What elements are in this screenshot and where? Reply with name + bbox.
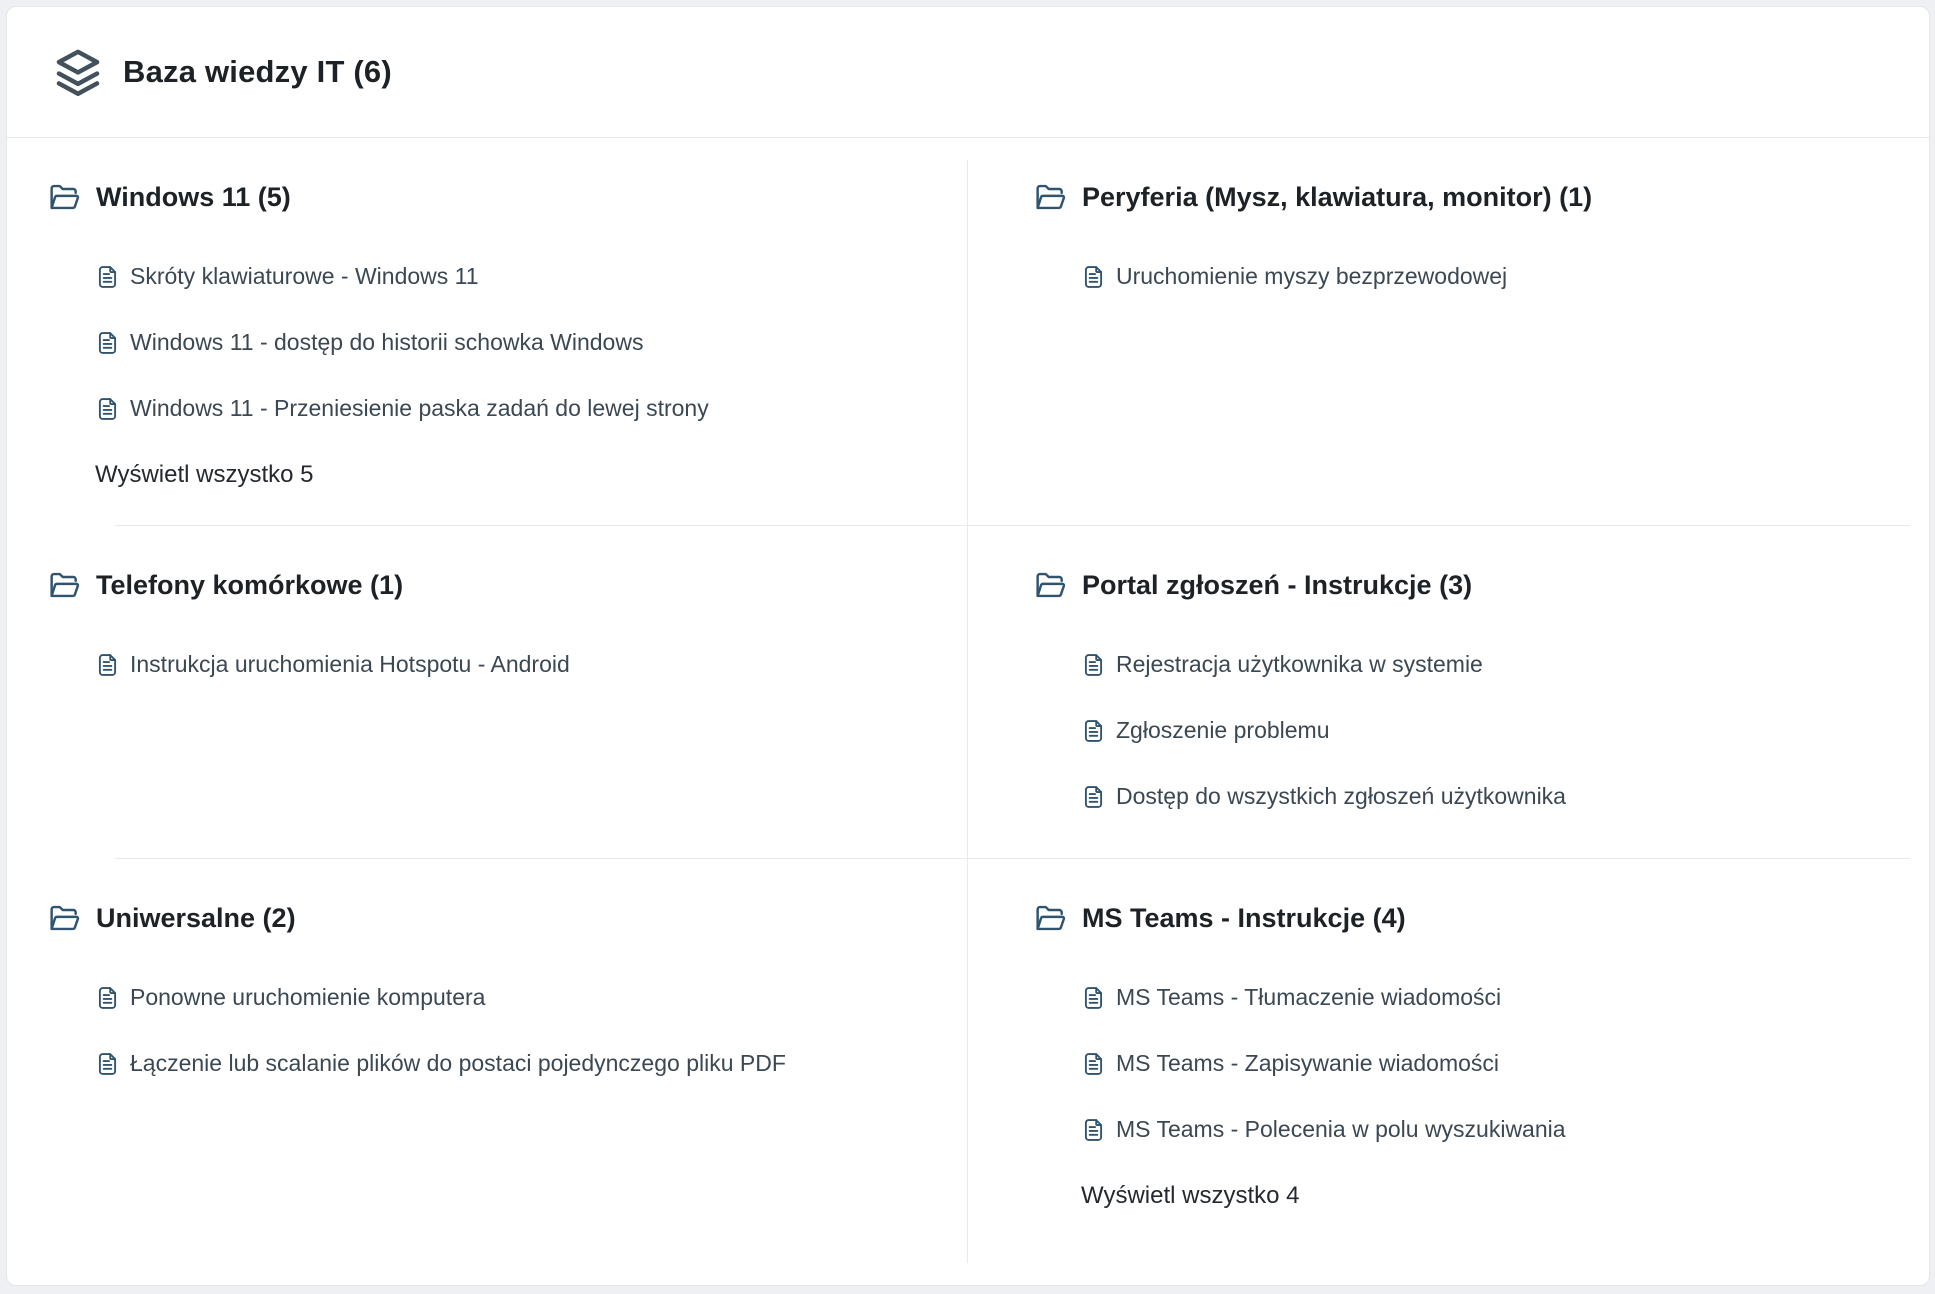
document-icon bbox=[95, 651, 120, 679]
folder-open-icon bbox=[1035, 905, 1066, 932]
document-icon bbox=[1081, 717, 1106, 745]
category-section-windows-11 bbox=[7, 138, 968, 526]
article-title: Skróty klawiaturowe - Windows 11 bbox=[130, 263, 479, 289]
category-title: Uniwersalne (2) bbox=[96, 903, 296, 933]
article-title: Windows 11 - Przeniesienie paska zadań do lewej strony bbox=[130, 395, 709, 421]
article-link[interactable] bbox=[1081, 782, 1909, 811]
category-title: MS Teams - Instrukcje (4) bbox=[1082, 903, 1406, 933]
article-title: Uruchomienie myszy bezprzewodowej bbox=[1116, 263, 1508, 289]
category-link-telefony[interactable] bbox=[49, 568, 948, 602]
article-list bbox=[49, 983, 948, 1078]
article-list bbox=[1035, 262, 1909, 291]
article-list bbox=[1035, 983, 1909, 1144]
document-icon bbox=[1081, 783, 1106, 811]
document-icon bbox=[95, 984, 120, 1012]
layers-icon bbox=[51, 44, 105, 100]
article-title: MS Teams - Zapisywanie wiadomości bbox=[1116, 1050, 1500, 1076]
category-grid bbox=[7, 138, 1929, 1285]
category-title: Windows 11 (5) bbox=[96, 182, 291, 212]
article-link[interactable] bbox=[95, 1049, 948, 1078]
article-link[interactable] bbox=[95, 262, 948, 291]
category-link-peryferia[interactable] bbox=[1035, 180, 1909, 214]
folder-open-icon bbox=[49, 572, 80, 599]
show-all-link[interactable]: Wyświetl wszystko 4 bbox=[1081, 1182, 1300, 1209]
show-all-link[interactable]: Wyświetl wszystko 5 bbox=[95, 461, 314, 488]
article-title: Łączenie lub scalanie plików do postaci pojedynczego pliku PDF bbox=[130, 1050, 786, 1076]
category-title: Peryferia (Mysz, klawiatura, monitor) (1) bbox=[1082, 182, 1593, 212]
folder-open-icon bbox=[49, 184, 80, 211]
article-title: MS Teams - Polecenia w polu wyszukiwania bbox=[1116, 1116, 1566, 1142]
article-title: Dostęp do wszystkich zgłoszeń użytkownika bbox=[1116, 783, 1566, 809]
article-title: MS Teams - Tłumaczenie wiadomości bbox=[1116, 984, 1502, 1010]
document-icon bbox=[1081, 651, 1106, 679]
article-link[interactable] bbox=[1081, 716, 1909, 745]
document-icon bbox=[95, 395, 120, 423]
row-divider-1 bbox=[115, 525, 1910, 526]
article-title: Instrukcja uruchomienia Hotspotu - Android bbox=[130, 651, 570, 677]
category-title: Telefony komórkowe (1) bbox=[96, 570, 404, 600]
document-icon bbox=[1081, 263, 1106, 291]
folder-open-icon bbox=[49, 905, 80, 932]
category-link-portal-zgloszen[interactable] bbox=[1035, 568, 1909, 602]
article-list bbox=[49, 262, 948, 423]
article-link[interactable] bbox=[1081, 1115, 1909, 1144]
category-link-ms-teams[interactable] bbox=[1035, 901, 1909, 935]
article-link[interactable] bbox=[95, 650, 948, 679]
folder-open-icon bbox=[1035, 572, 1066, 599]
page-title: Baza wiedzy IT (6) bbox=[123, 54, 392, 89]
article-title: Ponowne uruchomienie komputera bbox=[130, 984, 486, 1010]
article-list bbox=[49, 650, 948, 679]
document-icon bbox=[95, 329, 120, 357]
article-list bbox=[1035, 650, 1909, 811]
article-title: Zgłoszenie problemu bbox=[1116, 717, 1330, 743]
category-section-ms-teams bbox=[968, 859, 1929, 1285]
category-link-uniwersalne[interactable] bbox=[49, 901, 948, 935]
article-title: Rejestracja użytkownika w systemie bbox=[1116, 651, 1483, 677]
article-link[interactable] bbox=[1081, 262, 1909, 291]
category-section-telefony bbox=[7, 526, 968, 859]
category-link-windows-11[interactable] bbox=[49, 180, 948, 214]
knowledge-base-panel bbox=[6, 6, 1930, 1286]
article-link[interactable] bbox=[1081, 650, 1909, 679]
article-link[interactable] bbox=[95, 328, 948, 357]
document-icon bbox=[95, 1050, 120, 1078]
document-icon bbox=[1081, 984, 1106, 1012]
category-section-peryferia bbox=[968, 138, 1929, 526]
document-icon bbox=[1081, 1116, 1106, 1144]
category-title: Portal zgłoszeń - Instrukcje (3) bbox=[1082, 570, 1473, 600]
article-title: Windows 11 - dostęp do historii schowka Windows bbox=[130, 329, 644, 355]
knowledge-base-header bbox=[7, 7, 1929, 138]
category-section-portal-zgloszen bbox=[968, 526, 1929, 859]
article-link[interactable] bbox=[1081, 1049, 1909, 1078]
article-link[interactable] bbox=[95, 983, 948, 1012]
category-section-uniwersalne bbox=[7, 859, 968, 1285]
article-link[interactable] bbox=[1081, 983, 1909, 1012]
row-divider-2 bbox=[115, 858, 1910, 859]
column-divider bbox=[967, 160, 968, 1263]
article-link[interactable] bbox=[95, 394, 948, 423]
folder-open-icon bbox=[1035, 184, 1066, 211]
document-icon bbox=[95, 263, 120, 291]
document-icon bbox=[1081, 1050, 1106, 1078]
